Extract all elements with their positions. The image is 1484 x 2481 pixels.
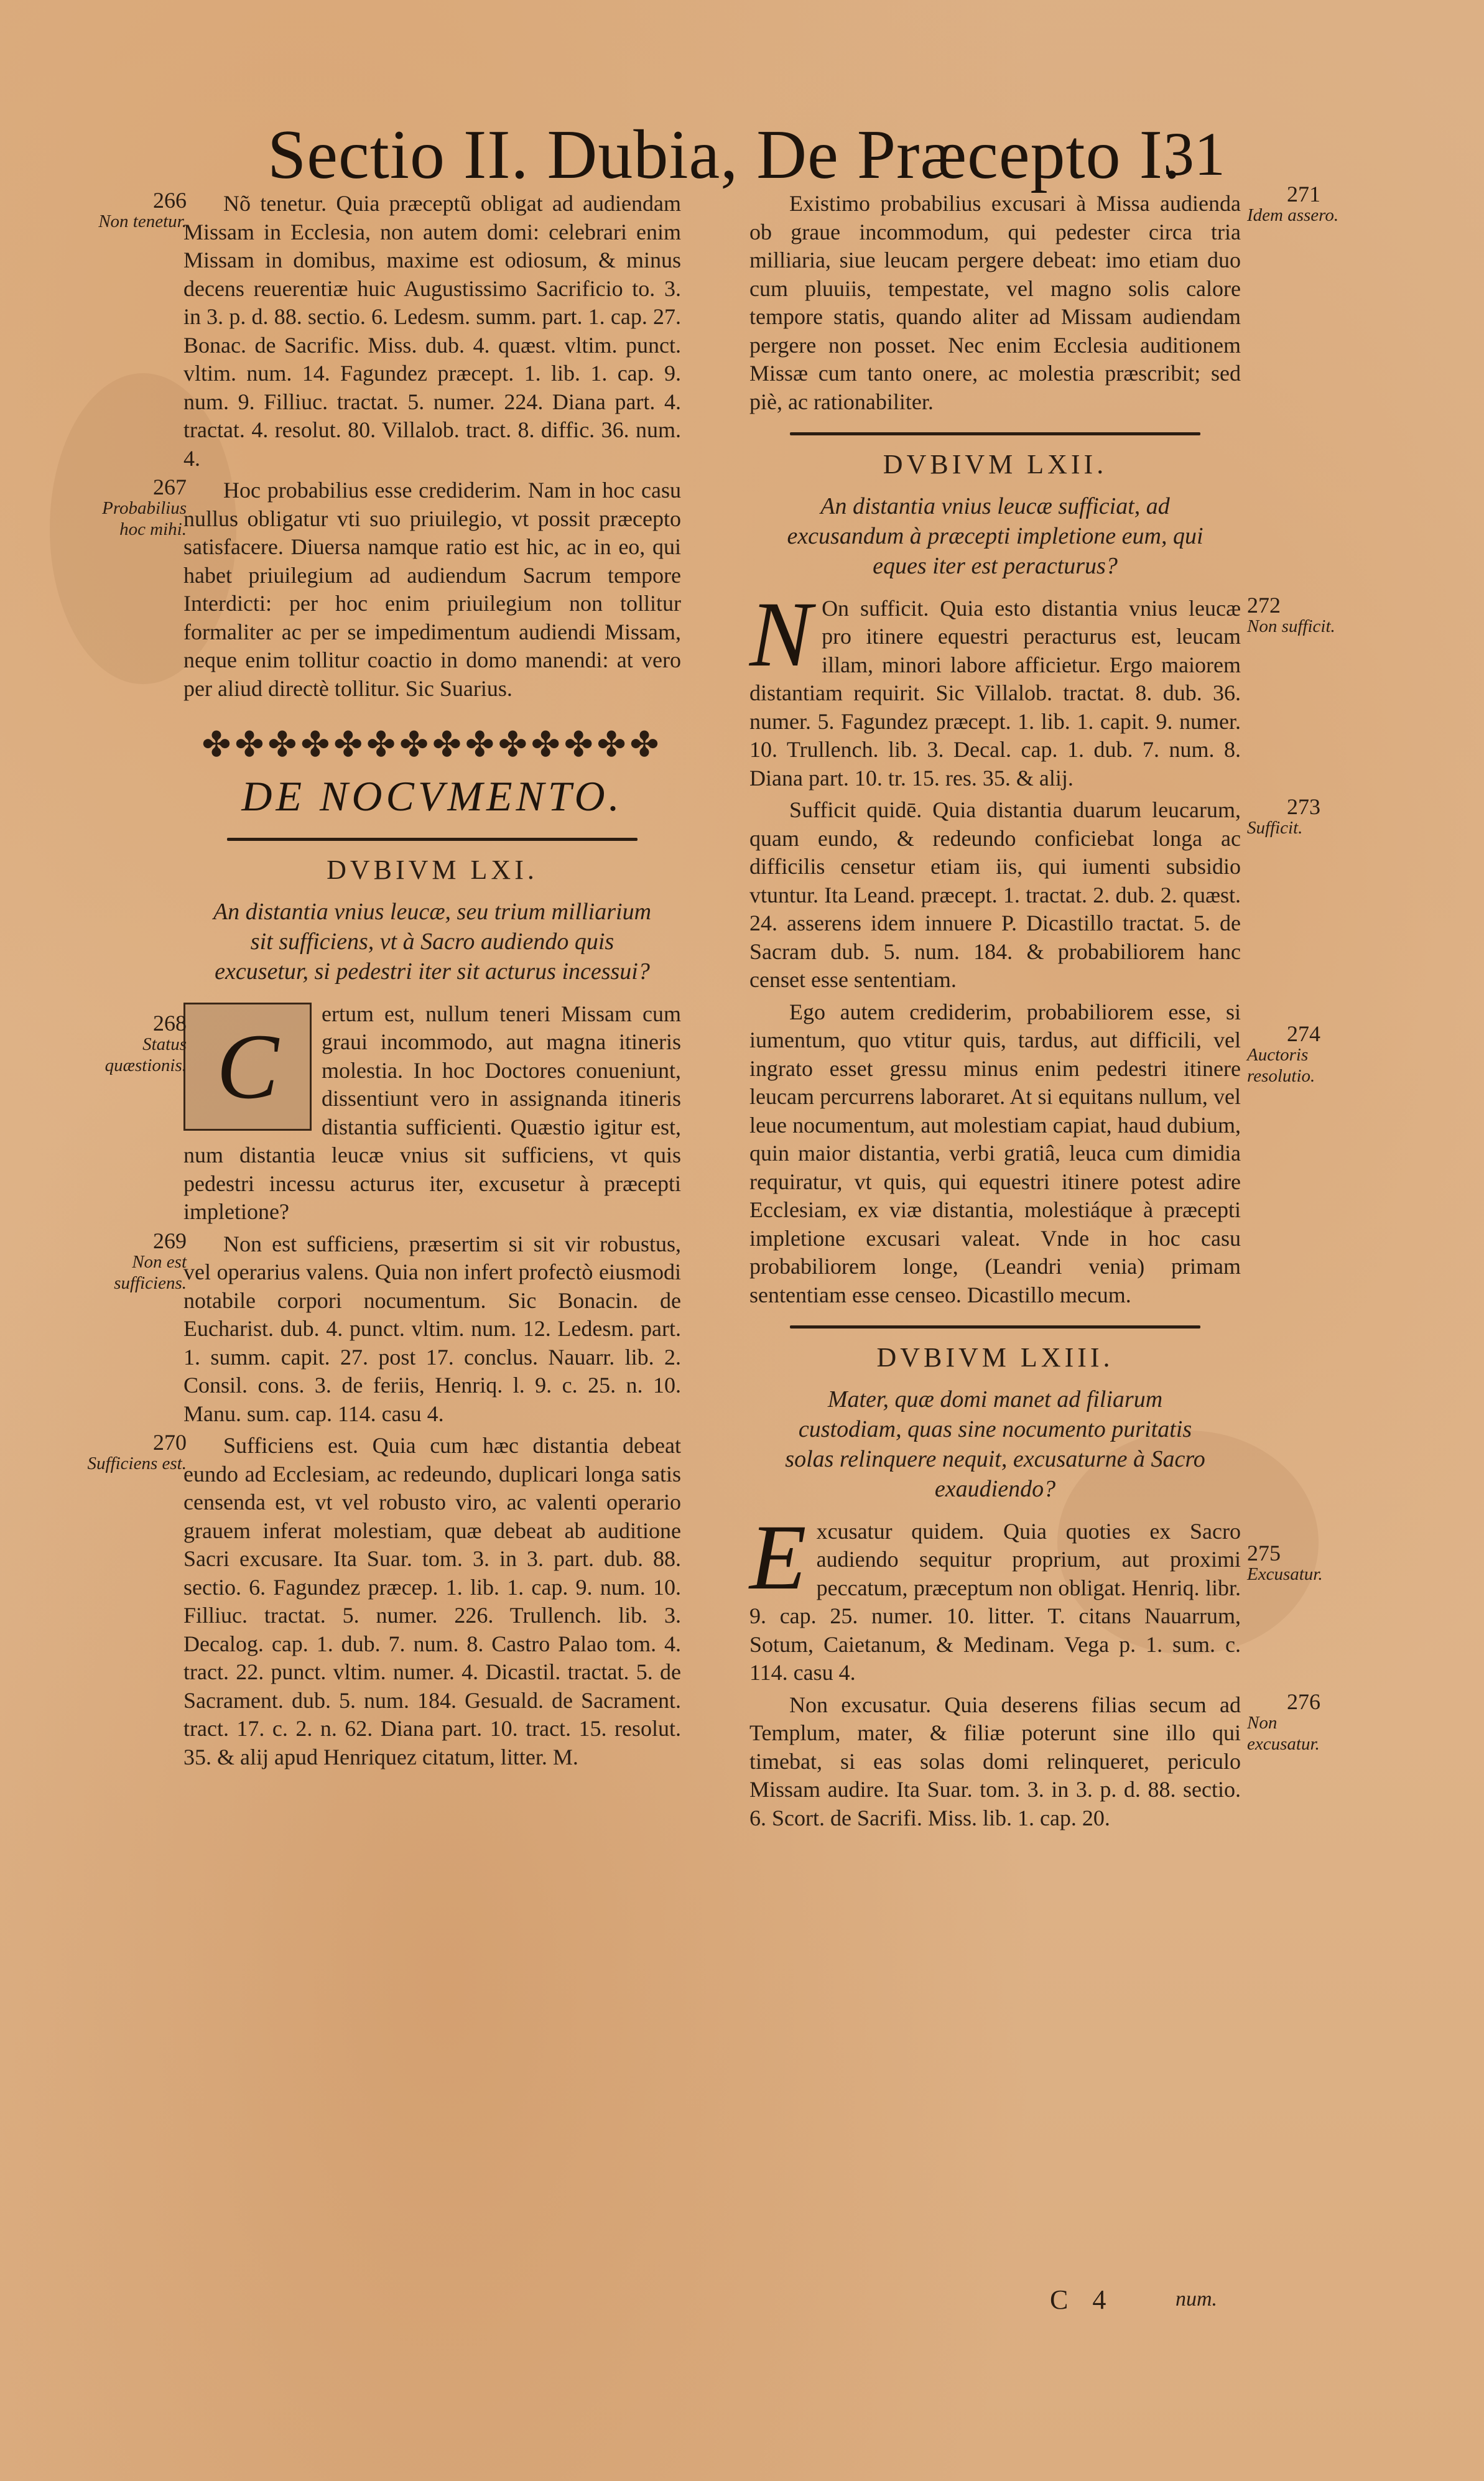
margin-note-269: 269 Non est sufficiens. bbox=[114, 1228, 187, 1293]
margin-note-270: 270 Sufficiens est. bbox=[87, 1430, 187, 1473]
dubium-62-title: DVBIVM LXII. bbox=[883, 449, 1108, 480]
margin-note-267: 267 Probabilius hoc mihi. bbox=[102, 475, 187, 539]
running-title: Sectio II. Dubia, De Præcepto I. bbox=[267, 116, 1181, 193]
catchword: num. bbox=[1176, 2288, 1218, 2311]
paragraph-266: 266 Non tenetur. Nõ tenetur. Quia præceptũ obligat ad audiendam Missam in Ecclesia, non autem domi: celebrari enim Missam in domibus, maxime est odiosum, & minus decens reuerentiæ huic Augustissimo Sacrificio to. 3. in 3. p. d. 88. sectio. 6. Ledesm. summ. part. 1. cap. 27. Bonac. de Sacrific. Miss. dub. 4. quæst. vltim. punct. vltim. num. 14. Fagundez præcept. 1. lib. 1. cap. 9. num. 9. Filliuc. tractat. 5. numer. 224. Diana part. 4. tractat. 4. resolut. 80. Villalob. tract. 8. diffic. 36. num. 4. bbox=[183, 190, 681, 473]
margin-note-274: 274 Auctoris resolutio. bbox=[1247, 1021, 1320, 1086]
dubium-63-question: Mater, quæ domi manet ad filiarum custodiam, quas sine nocumento puritatis solas relinquere nequit, excusaturne à Sacro exaudiendo? bbox=[785, 1386, 1205, 1502]
paragraph-271: 271 Idem assero. Existimo probabilius excusari à Missa audienda ob graue incommodum, qui pedester circa tria milliaria, siue leucam pergere debeat: imo etiam duo cum pluuiis, tempestate, vel magno solis calore tempore statis, quando aliter ad Missam audiendam pergere non posset. Nec enim Ecclesia auditionem Missæ cum tanto onere, ac molestia præscribit; sed piè, ac rationabiliter. bbox=[749, 190, 1241, 416]
margin-note-276: 276 Non excusatur. bbox=[1247, 1689, 1320, 1754]
right-column bbox=[749, 182, 1339, 1836]
left-column bbox=[87, 188, 681, 1775]
paragraph-269: 269 Non est sufficiens. Non est sufficiens, præsertim si sit vir robustus, vel operarius valens. Quia non infert profectò eiusmodi notabile corpori nocumentum. Sic Bonacin. de Eucharist. dub. 4. punct. vltim. num. 12. Ledesm. part. 1. summ. capit. 27. post 17. conclus. Nauarr. lib. 2. Consil. cons. 3. de feriis, Henriq. l. 9. c. 25. n. 10. Manu. sum. cap. 114. casu 4. bbox=[183, 1230, 681, 1429]
paragraph-270: 270 Sufficiens est. Sufficiens est. Quia cum hæc distantia debeat eundo ad Ecclesiam, ac redeundo, duplicari longa satis censenda est, vt vel robusto viro, ac valenti operario grauem inferat molestiam, quæ debeat ab auditione Sacri excusare. Ita Suar. tom. 3. in 3. part. dub. 88. sectio. 6. Fagundez præcep. 1. lib. 1. cap. 9. num. 10. Filliuc. tractat. 5. numer. 226. Trullench. lib. 3. Decalog. cap. 1. dub. 7. num. 8. Castro Palao tom. 4. tract. 22. punct. vltim. numer. 4. Dicastil. tractat. 5. de Sacrament. dub. 5. num. 184. Gesuald. de Sacrament. tract. 17. c. 2. n. 62. Diana part. 10. tract. 15. resolut. 35. & alij apud Henriquez citatum, litter. M. bbox=[183, 1432, 681, 1771]
paragraph-267: 267 Probabilius hoc mihi. Hoc probabilius esse crediderim. Nam in hoc casu nullus obligatur vti suo priuilegio, vt possit præcepto satisfacere. Diuersa namque ratio est hic, ac in eo, qui habet priuilegium ad audiendum Sacrum tempore Interdicti: per hoc enim priuilegium non tollitur formaliter ac per se impedimentum audiendi Missam, neque enim tollitur coactio in domo manendi: at vero per aliud directè tollitur. Sic Suarius. bbox=[183, 476, 681, 703]
paragraph-268: 268 Status quæstionis. C ertum est, nullum teneri Missam cum graui incommodo, aut magna itineris molestia. In hoc Doctores conueniunt, dissentiunt vero in assignanda itineris distantia sufficienti. Quæstio igitur est, num distantia leucæ vnius sit sufficiens, vt quis pedestri incessu acturus iter, excusetur à præcepti impletione? bbox=[183, 1000, 681, 1227]
margin-note-266: 266 Non tenetur. bbox=[98, 188, 187, 231]
divider-rule bbox=[790, 1325, 1200, 1329]
dubium-61-title: DVBIVM LXI. bbox=[327, 855, 538, 885]
divider-rule bbox=[790, 432, 1200, 435]
margin-note-273: 273 Sufficit. bbox=[1247, 794, 1320, 838]
margin-note-268: 268 Status quæstionis. bbox=[104, 1010, 187, 1075]
signature-mark: C 4 bbox=[1050, 2284, 1115, 2315]
dubium-62-question: An distantia vnius leucæ sufficiat, ad excusandum à præcepti impletione eum, qui eques iter est peracturus? bbox=[787, 493, 1203, 579]
page-number: 31 bbox=[1163, 119, 1225, 188]
paragraph-275: 275 Excusatur. E xcusatur quidem. Quia quoties ex Sacro audiendo sequitur proprium, aut proximi peccatum, præceptum non obligat. Henriq. libr. 9. cap. 25. numer. 10. litter. T. citans Nauarrum, Sotum, Caietanum, & Medinam. Vega p. 1. sum. c. 114. casu 4. bbox=[749, 1518, 1241, 1687]
dubium-63-title: DVBIVM LXIII. bbox=[876, 1342, 1114, 1373]
margin-note-272: 272 Non sufficit. bbox=[1247, 592, 1335, 636]
divider-rule bbox=[227, 838, 638, 841]
decorated-initial-c: C bbox=[183, 1003, 312, 1131]
margin-note-271: 271 Idem assero. bbox=[1247, 182, 1339, 225]
paragraph-273: 273 Sufficit. Sufficit quidē. Quia distantia duarum leucarum, quam eundo, & redeundo conficiebat longa ac difficilis censetur etiam iis, qui iumenti subsidio vtuntur. Ita Leand. præcept. 1. tractat. 2. dub. 2. quæst. 24. asserens idem innuere P. Dicastillo tractat. 5. de Sacram dub. 5. num. 184. & probabiliorem hanc censet esse sententiam. bbox=[749, 796, 1241, 995]
paragraph-272: 272 Non sufficit. N On sufficit. Quia esto distantia vnius leucæ pro itinere equestri peracturus est, leucam illam, minori labore afficietur. Ergo maiorem distantiam requirit. Sic Villalob. tractat. 8. dub. 36. numer. 5. Fagundez præcept. 1. lib. 1. capit. 9. numer. 10. Trullench. lib. 3. Decal. cap. 1. dub. 7. num. 8. Diana part. 10. tr. 15. res. 35. & alij. bbox=[749, 595, 1241, 793]
margin-note-275: 275 Excusatur. bbox=[1247, 1540, 1323, 1584]
paragraph-276: 276 Non excusatur. Non excusatur. Quia deserens filias secum ad Templum, mater, & filiæ poterunt sine illo qui timebat, si eas solas domi relinqueret, periculo Missam audire. Ita Suar. tom. 3. in 3. p. d. 88. sectio. 6. Scort. de Sacrifi. Miss. lib. 1. cap. 20. bbox=[749, 1691, 1241, 1833]
initial-letter-n: N bbox=[749, 582, 812, 686]
paragraph-274: 274 Auctoris resolutio. Ego autem crediderim, probabiliorem esse, si iumentum, quo vtitur quis, tardus, aut difficili, vel ingrato esset gressu minus enim pedestri itinere leucam percurrens laboraret. At si equitans nullum, vel leue nocumentum, aut molestiam capiat, haud dubium, quin maior distantia, verbi gratiâ, leuca cum dimidia requiratur, vt quis, qui equestri itinere potest adire Ecclesiam, ex viæ distantia, molestiáque à præcepti impletione excusari valeat. Vnde in hoc casu probabiliorem longe, (Leandri venia) primam sententiam esse censeo. Dicastillo mecum. bbox=[749, 998, 1241, 1310]
initial-letter-e: E bbox=[749, 1505, 807, 1609]
section-title: DE NOCVMENTO. bbox=[241, 772, 623, 820]
fleuron-ornament-row: ✤✤✤✤✤✤✤✤✤✤✤✤✤✤ bbox=[202, 726, 663, 764]
dubium-61-question: An distantia vnius leucæ, seu trium milliarium sit sufficiens, vt à Sacro audiendo quis excusetur, si pedestri iter sit acturus incessui? bbox=[213, 898, 652, 985]
